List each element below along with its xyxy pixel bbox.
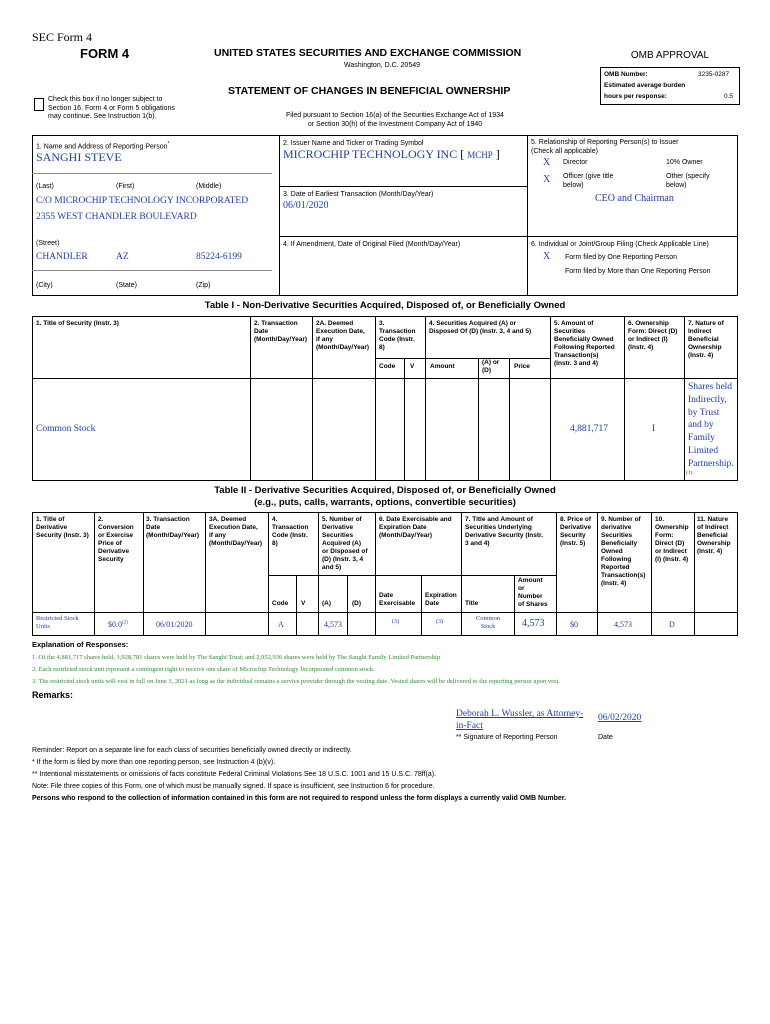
ten-pct-owner-label: 10% Owner bbox=[666, 159, 703, 166]
t1-v: V bbox=[410, 363, 415, 370]
last-label: (Last) bbox=[36, 183, 54, 190]
explanation-title: Explanation of Responses: bbox=[32, 640, 129, 649]
t2-h10: 10. Ownership Form: Direct (D) or Indirect (I) (Instr. 4) bbox=[655, 516, 689, 563]
officer-label: Officer (give title below) bbox=[563, 173, 614, 189]
no-longer-subject-checkbox[interactable] bbox=[34, 98, 44, 111]
table1-title: Table I - Non-Derivative Securities Acquired, Disposed of, or Beneficially Owned bbox=[204, 300, 566, 311]
box2-label: 2. Issuer Name and Ticker or Trading Symbol bbox=[283, 140, 424, 147]
footnote-1: 1. Of the 4,881,717 shares held, 1,928,781 shares were held by The Sanghi Trust; and 2,952,936 shares were held by The Sanghi Family Limited Partnership bbox=[32, 654, 441, 661]
t1-footnote-1: (1) bbox=[686, 470, 693, 476]
ticker-symbol: MCHP bbox=[467, 150, 493, 160]
issuer-line: MICROCHIP TECHNOLOGY INC [ MCHP ] bbox=[283, 147, 500, 161]
sec-form-label: SEC Form 4 bbox=[32, 30, 93, 44]
city-value: CHANDLER bbox=[36, 252, 88, 262]
t2-h6: 6. Date Exercisable and Expiration Date (Month/Day/Year) bbox=[379, 516, 452, 539]
explanation-list bbox=[32, 652, 742, 688]
zip-label: (Zip) bbox=[196, 282, 211, 289]
form-title: FORM 4 bbox=[80, 46, 130, 61]
t1-code: Code bbox=[379, 363, 396, 370]
t2-date-exercisable: Date Exercisable bbox=[379, 592, 416, 607]
t2-h3: 3. Transaction Date (Month/Day/Year) bbox=[146, 516, 200, 539]
box4-label: 4. If Amendment, Date of Original Filed (Month/Day/Year) bbox=[283, 241, 461, 248]
director-check[interactable]: X bbox=[543, 157, 551, 168]
t1-h7: 7. Nature of Indirect Beneficial Ownership (Instr. 4) bbox=[688, 320, 724, 359]
filed-pursuant: Filed pursuant to Section 16(a) of the Securities Exchange Act of 1934 or Section 30(h) of the Investment Company Act of 1940 bbox=[286, 112, 504, 128]
footer-notes bbox=[32, 745, 742, 805]
t1-price: Price bbox=[514, 363, 530, 370]
reporting-person-name: SANGHI STEVE bbox=[36, 150, 122, 164]
t2-row-exercisable: (3) bbox=[392, 619, 399, 625]
state-label: (State) bbox=[116, 282, 138, 289]
t2-a: (A) bbox=[322, 600, 332, 607]
footer-omb-note: Persons who respond to the collection of information contained in this form are not required to respond unless the form displays a currently valid OMB Number. bbox=[32, 795, 567, 802]
first-label: (First) bbox=[116, 183, 135, 190]
t2-row-expiration: (3) bbox=[436, 619, 443, 625]
street-label: (Street) bbox=[36, 240, 60, 247]
omb-number: 3235-0287 bbox=[698, 71, 730, 78]
t2-amount: Amount or Number of Shares bbox=[518, 577, 548, 608]
footnote-2: 2. Each restricted stock unit represent a contingent right to receive one share of Microchip Technology Incorporated common stock. bbox=[32, 666, 375, 673]
footnote-3: 3. The restricted stock units will vest in full on June 1, 2021 as long as the individual remains a service provider through the vesting date. Vested shares will be delivered to the reporting person upon vest. bbox=[32, 678, 560, 685]
other-label: Other (specify below) bbox=[666, 173, 710, 189]
t2-h1: 1. Title of Derivative Security (Instr. 3) bbox=[36, 516, 89, 539]
city-label: (City) bbox=[36, 282, 53, 289]
t2-h2: 2. Conversion or Exercise Price of Derivative Security bbox=[98, 516, 134, 563]
table2-title: Table II - Derivative Securities Acquired, Disposed of, or Beneficially Owned (e.g., puts, calls, warrants, options, convertible securities) bbox=[214, 485, 556, 508]
signature-name: Deborah L. Wussler, as Attorney- in-Fact bbox=[456, 709, 584, 731]
t2-code: Code bbox=[272, 600, 289, 607]
box3-label: 3. Date of Earliest Transaction (Month/Day/Year) bbox=[283, 191, 434, 198]
address-line-2: 2355 WEST CHANDLER BOULEVARD bbox=[36, 212, 197, 222]
burden-hours-label: hours per response: bbox=[604, 93, 667, 100]
footer-note-1: * If the form is filed by more than one reporting person, see Instruction 4 (b)(v). bbox=[32, 759, 276, 766]
checkbox-instructions: Check this box if no longer subject to Section 16. Form 4 or Form 5 obligations may continue. See Instruction 1(b). bbox=[48, 96, 175, 120]
t2-row-utitle: Common Stock bbox=[475, 615, 501, 630]
t2-row-a: 4,573 bbox=[324, 620, 342, 629]
issuer-name: MICROCHIP TECHNOLOGY INC bbox=[283, 147, 458, 161]
t2-expiration: Expiration Date bbox=[425, 592, 457, 607]
state-value: AZ bbox=[116, 252, 129, 262]
signature-label: ** Signature of Reporting Person bbox=[456, 734, 558, 741]
commission-location: Washington, D.C. 20549 bbox=[344, 62, 421, 69]
officer-check[interactable]: X bbox=[543, 174, 551, 185]
commission-title: UNITED STATES SECURITIES AND EXCHANGE COMMISSION bbox=[214, 47, 522, 59]
footer-reminder: Reminder: Report on a separate line for each class of securities beneficially owned directly or indirectly. bbox=[32, 747, 352, 754]
middle-label: (Middle) bbox=[196, 183, 222, 190]
t2-v: V bbox=[301, 600, 306, 607]
t1-aord: (A) or (D) bbox=[482, 359, 500, 374]
address-line-1: C/O MICROCHIP TECHNOLOGY INCORPORATED bbox=[36, 196, 249, 206]
officer-title: CEO and Chairman bbox=[595, 193, 674, 204]
signature-date: 06/02/2020 bbox=[598, 713, 642, 723]
t1-h2: 2. Transaction Date (Month/Day/Year) bbox=[254, 320, 308, 343]
t2-row-conv: $0.0$^{(2)}$ bbox=[108, 620, 128, 629]
burden-value: 0.5 bbox=[724, 93, 734, 100]
box6-label: 6. Individual or Joint/Group Filing (Check Applicable Line) bbox=[531, 241, 709, 248]
t1-h1: 1. Title of Security (Instr. 3) bbox=[36, 320, 119, 327]
statement-title: STATEMENT OF CHANGES IN BENEFICIAL OWNERSHIP bbox=[228, 85, 511, 97]
t2-d: (D) bbox=[352, 600, 362, 607]
omb-number-label: OMB Number: bbox=[604, 71, 648, 78]
director-label: Director bbox=[563, 159, 588, 166]
remarks-title: Remarks: bbox=[32, 690, 74, 700]
t2-h9: 9. Number of derivative Securities Beneficially Owned Following Reported Transaction(s) (Instr. 4) bbox=[601, 516, 646, 587]
t2-row-date: 06/01/2020 bbox=[156, 620, 193, 629]
t2-h11: 11. Nature of Indirect Beneficial Ownership (Instr. 4) bbox=[697, 516, 731, 555]
footer-note-3: Note: File three copies of this Form, one of which must be manually signed. If space is insufficient, see Instruction 6 for procedure. bbox=[32, 783, 435, 790]
t2-title: Title bbox=[465, 600, 479, 607]
zip-value: 85224-6199 bbox=[196, 252, 242, 262]
t1-row-form: I bbox=[652, 424, 656, 434]
t2-row-form: D bbox=[669, 620, 675, 629]
t2-row-owned: 4,573 bbox=[614, 620, 632, 629]
t1-amount: Amount bbox=[430, 363, 455, 370]
t2-row-title: Restricted Stock Units bbox=[36, 615, 79, 630]
t1-h3: 3. Transaction Code (Instr. 8) bbox=[379, 320, 416, 351]
t2-row-uamt: 4,573 bbox=[522, 618, 545, 629]
t2-h4: 4. Transaction Code (Instr. 8) bbox=[272, 516, 309, 547]
one-person-label: Form filed by One Reporting Person bbox=[565, 254, 678, 261]
omb-approval-title: OMB APPROVAL bbox=[630, 50, 710, 61]
more-persons-label: Form filed by More than One Reporting Person bbox=[565, 268, 711, 275]
t2-row-code: A bbox=[278, 620, 284, 629]
one-person-check[interactable]: X bbox=[543, 251, 551, 262]
t2-h7: 7. Title and Amount of Securities Underlying Derivative Security (Instr. 3 and 4) bbox=[465, 516, 544, 547]
date-label: Date bbox=[598, 734, 613, 741]
t1-h2a: 2A. Deemed Execution Date, if any (Month/Day/Year) bbox=[316, 320, 370, 351]
t1-h5: 5. Amount of Securities Beneficially Owned Following Reported Transaction(s) (Instr. 3 and 4) bbox=[554, 320, 615, 367]
box1-label: 1. Name and Address of Reporting Person* bbox=[36, 141, 170, 151]
t2-h5: 5. Number of Derivative Securities Acquired (A) or Disposed of (D) (Instr. 3, 4 and 5) bbox=[322, 516, 368, 571]
t2-h8: 8. Price of Derivative Security (Instr. 5) bbox=[560, 516, 592, 547]
t2-h3a: 3A. Deemed Execution Date, if any (Month/Day/Year) bbox=[209, 516, 263, 547]
t1-h4: 4. Securities Acquired (A) or Disposed Of (D) (Instr. 3, 4 and 5) bbox=[429, 320, 532, 335]
t1-row-nature: Shares held Indirectly, by Trust and by Family Limited Partnership. bbox=[688, 382, 734, 469]
box5-label: 5. Relationship of Reporting Person(s) to Issuer (Check all applicable) bbox=[531, 139, 679, 155]
t1-h6: 6. Ownership Form: Direct (D) or Indirect (I) (Instr. 4) bbox=[628, 320, 678, 351]
t2-row-price: $0 bbox=[570, 620, 578, 629]
earliest-transaction-date: 06/01/2020 bbox=[283, 200, 329, 211]
burden-label: Estimated average burden bbox=[604, 82, 686, 89]
t1-row-title: Common Stock bbox=[36, 424, 96, 434]
footer-note-2: ** Intentional misstatements or omissions of facts constitute Federal Criminal Violations See 18 U.S.C. 1001 and 15 U.S.C. 78ff(a). bbox=[32, 771, 436, 778]
t1-row-owned: 4,881,717 bbox=[570, 424, 608, 434]
